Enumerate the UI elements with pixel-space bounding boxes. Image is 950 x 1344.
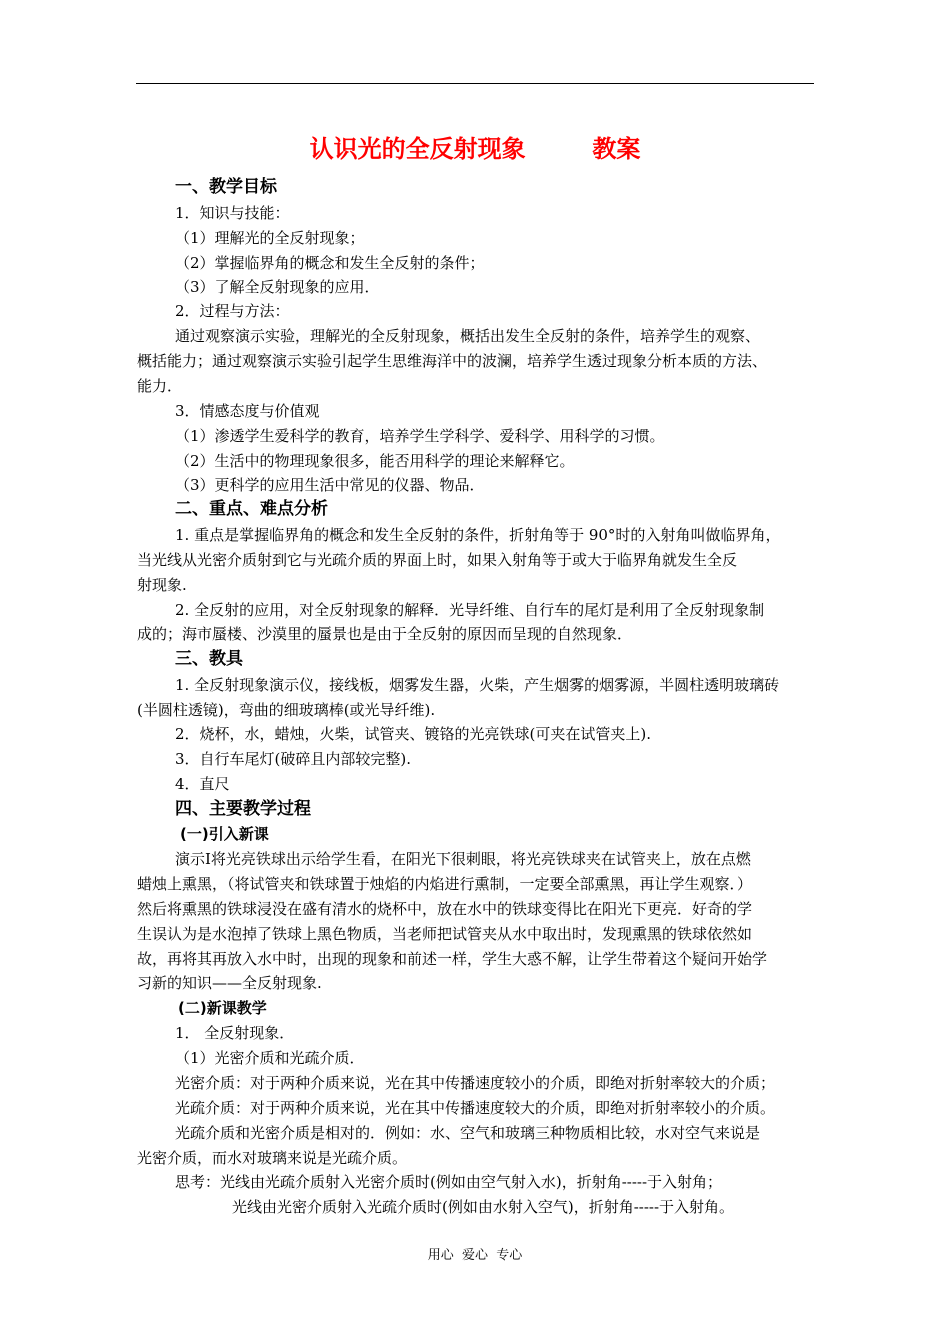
text-line: 4．直尺	[175, 775, 230, 793]
paragraph-line: 能力．	[137, 377, 183, 395]
definition-line: 光疏介质：对于两种介质来说，光在其中传播速度较大的介质，即绝对折射率较小的介质。	[175, 1099, 776, 1117]
subsection-heading-intro: (一)引入新课	[180, 825, 269, 843]
text-line: 2．过程与方法：	[175, 302, 290, 320]
paragraph-line: 生误认为是水泡掉了铁球上黑色物质，当老师把试管夹从水中取出时，发现熏黑的铁球依然如	[137, 925, 753, 943]
text-line: （3）更科学的应用生活中常见的仪器、物品．	[175, 476, 485, 494]
paragraph-line: 故，再将其再放入水中时，出现的现象和前述一样，学生大惑不解，让学生带着这个疑问开始学	[137, 950, 768, 968]
paragraph-line: 2. 全反射的应用，对全反射现象的解释．光导纤维、自行车的尾灯是利用了全反射现象制	[175, 601, 765, 619]
section-heading-objectives: 一、教学目标	[175, 177, 277, 197]
page-footer: 用心 爱心 专心	[427, 1248, 523, 1263]
paragraph-line: 当光线从光密介质射到它与光疏介质的界面上时，如果入射角等于或大于临界角就发生全反	[137, 551, 738, 569]
text-line: （2）掌握临界角的概念和发生全反射的条件；	[175, 254, 485, 272]
paragraph-line: 1. 重点是掌握临界角的概念和发生全反射的条件，折射角等于 90°时的入射角叫做临界角，	[175, 526, 781, 544]
paragraph-line: 光疏介质和光密介质是相对的．例如：水、空气和玻璃三种物质相比较，水对空气来说是	[175, 1124, 761, 1142]
paragraph-line: 然后将熏黑的铁球浸没在盛有清水的烧杯中，放在水中的铁球变得比在阳光下更亮．好奇的学	[137, 900, 753, 918]
paragraph-line: 通过观察演示实验，理解光的全反射现象，概括出发生全反射的条件，培养学生的观察、	[175, 327, 761, 345]
section-heading-key-points: 二、重点、难点分析	[175, 499, 328, 519]
header-rule	[136, 83, 814, 84]
text-line: 3．自行车尾灯(破碎且内部较完整).	[175, 750, 412, 768]
question-line: 思考：光线由光疏介质射入光密介质时(例如由空气射入水)，折射角-----于入射角；	[175, 1173, 723, 1191]
paragraph-line: 习新的知识——全反射现象.	[137, 974, 322, 992]
paragraph-line: 蜡烛上熏黑，（将试管夹和铁球置于烛焰的内焰进行熏制，一定要全部熏黑，再让学生观察．）	[137, 875, 753, 893]
paragraph-line: 光密介质，而水对玻璃来说是光疏介质。	[137, 1149, 408, 1167]
paragraph-line: 成的；海市蜃楼、沙漠里的蜃景也是由于全反射的原因而呈现的自然现象．	[137, 625, 633, 643]
paragraph-line: (半圆柱透镜)，弯曲的细玻璃棒(或光导纤维).	[137, 701, 436, 719]
text-line: 1． 全反射现象．	[175, 1024, 295, 1042]
document-title: 认识光的全反射现象 教案	[309, 135, 641, 163]
section-heading-teaching-process: 四、主要教学过程	[175, 799, 311, 819]
text-line: 2．烧杯，水，蜡烛，火柴，试管夹、镀铬的光亮铁球(可夹在试管夹上).	[175, 725, 652, 743]
paragraph-line: 概括能力；通过观察演示实验引起学生思维海洋中的波澜，培养学生透过现象分析本质的方法、	[137, 352, 768, 370]
paragraph-line: 射现象.	[137, 576, 187, 594]
paragraph-line: 1. 全反射现象演示仪，接线板，烟雾发生器，火柴，产生烟雾的烟雾源，半圆柱透明玻璃砖	[175, 676, 780, 694]
text-line: （1）渗透学生爱科学的教育，培养学生学科学、爱科学、用科学的习惯。	[175, 427, 665, 445]
section-heading-teaching-aids: 三、教具	[175, 649, 243, 669]
subsection-heading-new-lesson: (二)新课教学	[178, 999, 267, 1017]
text-line: 1．知识与技能：	[175, 204, 290, 222]
text-line: （1）理解光的全反射现象；	[175, 229, 365, 247]
definition-line: 光密介质：对于两种介质来说，光在其中传播速度较小的介质，即绝对折射率较大的介质；	[175, 1074, 776, 1092]
question-line: 光线由光密介质射入光疏介质时(例如由水射入空气)，折射角-----于入射角。	[232, 1198, 735, 1216]
text-line: 3．情感态度与价值观	[175, 402, 320, 420]
text-line: （3）了解全反射现象的应用．	[175, 278, 380, 296]
paragraph-line: 演示Ⅰ将光亮铁球出示给学生看，在阳光下很刺眼，将光亮铁球夹在试管夹上，放在点燃	[175, 850, 751, 868]
text-line: （1）光密介质和光疏介质．	[175, 1049, 365, 1067]
text-line: （2）生活中的物理现象很多，能否用科学的理论来解释它。	[175, 452, 575, 470]
